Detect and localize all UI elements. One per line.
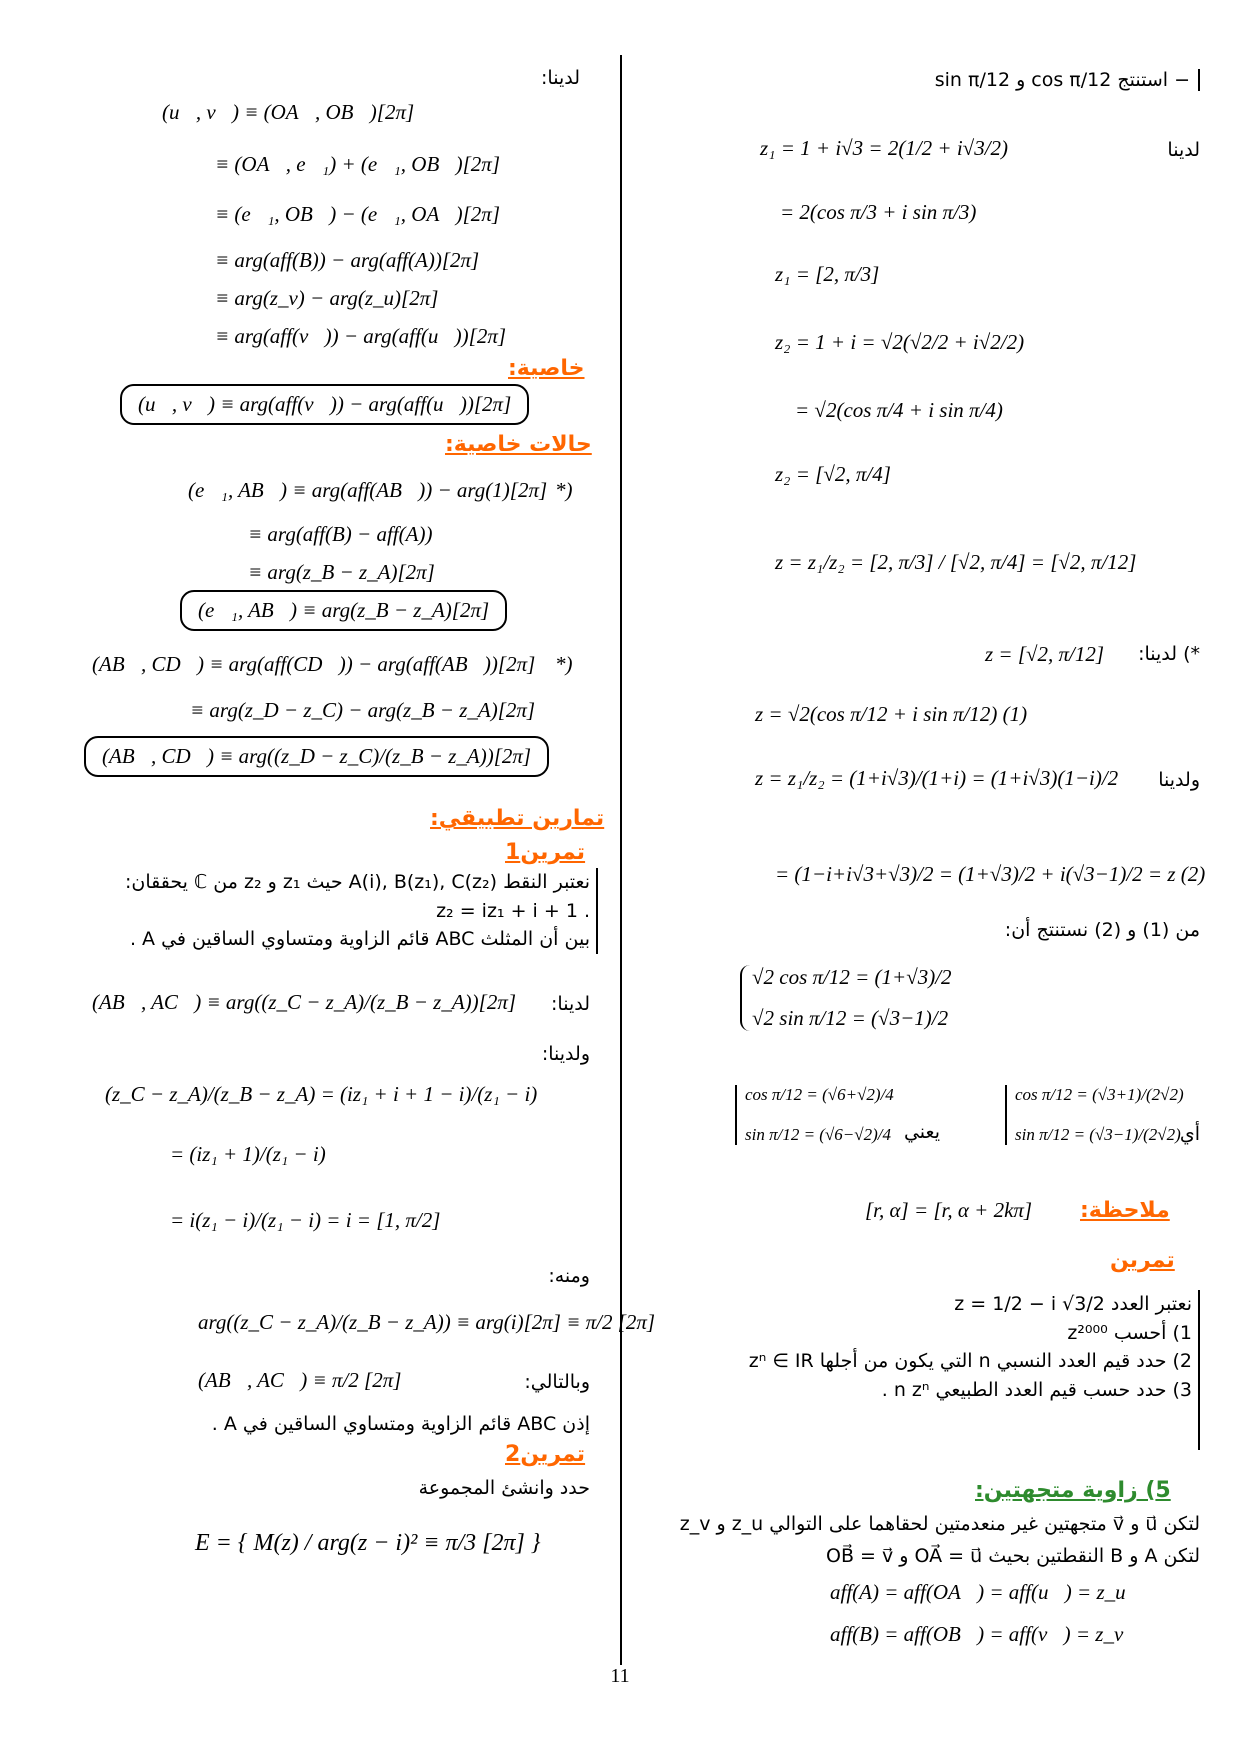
- exercise-1-formula-1: (AB⃗, AC⃗) ≡ arg((z_C − z_A)/(z_B − z_A))[2π]: [92, 990, 517, 1014]
- z-have-label: *) لدينا:: [1138, 643, 1200, 665]
- equation-quotient: z = z₁/z₂ = (1+i√3)/(1+i) = (1+i√3)(1−i)/2: [755, 766, 1119, 790]
- system-3: [735, 1085, 894, 1145]
- ladayna-label: لدينا: [1167, 139, 1200, 161]
- case-2-row-1: (AB⃗, CD⃗) ≡ arg(aff(CD⃗)) − arg(aff(AB⃗))[2π]: [92, 652, 536, 676]
- exercise-q1: 1) أحسب z²⁰⁰⁰: [1067, 1321, 1192, 1344]
- case-1-row-1: (e⃗₁, AB⃗) ≡ arg(aff(AB⃗)) − arg(1)[2π]: [188, 478, 548, 502]
- z2-polar: z₂ = [√2, π/4]: [775, 462, 891, 486]
- angle-row-2: ≡ (OA⃗, e⃗₁) + (e⃗₁, OB⃗)[2π]: [215, 152, 500, 176]
- angle-row-3: ≡ (e⃗₁, OB⃗) − (e⃗₁, OA⃗)[2π]: [215, 202, 500, 226]
- equation-1: z = √2(cos π/12 + i sin π/12) (1): [755, 702, 1028, 726]
- exercise-1-minh: ومنه:: [548, 1265, 590, 1287]
- exercise-1-formula-5: arg((z_C − z_A)/(z_B − z_A)) ≡ arg(i)[2π] ≡ π/2 [2π]: [198, 1310, 656, 1334]
- exercise-1-heading: تمرين1: [505, 840, 586, 865]
- exercise-1-formula-2: (z_C − z_A)/(z_B − z_A) = (iz₁ + i + 1 − i)/(z₁ − i): [105, 1082, 538, 1106]
- exercise-1-formula-6: (AB⃗, AC⃗) ≡ π/2 [2π]: [198, 1368, 402, 1392]
- case-2-star: *): [555, 652, 573, 676]
- exercise-1-walad: ولدينا:: [541, 1043, 590, 1065]
- case-2-box: (AB⃗, CD⃗) ≡ arg((z_D − z_C)/(z_B − z_A))[2π]: [84, 736, 549, 777]
- z2-trig: = √2(cos π/4 + i sin π/4): [795, 398, 1003, 422]
- system-1b: √2 sin π/12 = (√3−1)/2: [752, 1006, 949, 1030]
- note-heading: ملاحظة:: [1080, 1198, 1170, 1223]
- conclude-line: من (1) و (2) نستنتج أن:: [1004, 919, 1200, 941]
- page-number: 11: [610, 1665, 630, 1687]
- exercise-q3: 3) حدد حسب قيم العدد الطبيعي n zⁿ .: [881, 1378, 1192, 1401]
- system-3a: cos π/12 = (√6+√2)/4: [745, 1085, 894, 1104]
- ay-label: أي: [1179, 1123, 1200, 1145]
- angle-row-6: ≡ arg(aff(v⃗)) − arg(aff(u⃗))[2π]: [215, 324, 507, 348]
- left-ladayna: لدينا:: [541, 67, 580, 89]
- property-heading: خاصية:: [508, 356, 585, 381]
- case-1-star: *): [555, 478, 573, 502]
- system-2b: sin π/12 = (√3−1)/(2√2): [1015, 1125, 1181, 1144]
- exercise-q2: 2) حدد قيم العدد النسبي n التي يكون من أجلها zⁿ ∈ IR: [748, 1350, 1192, 1372]
- system-1a: √2 cos π/12 = (1+√3)/2: [752, 965, 952, 989]
- exercise-block: [700, 1290, 1200, 1450]
- property-box: (u⃗, v⃗) ≡ arg(aff(v⃗)) − arg(aff(u⃗))[2π]: [120, 384, 529, 425]
- exercise-1-wabit: وبالتالي:: [524, 1371, 590, 1393]
- section-5-line-2: لتكن A و B النقطتين بحيث OA⃗ = u⃗ و OB⃗ = v⃗: [825, 1545, 1200, 1567]
- system-2: [1005, 1085, 1184, 1145]
- z1-definition: z₁ = 1 + i√3 = 2(1/2 + i√3/2): [760, 136, 1009, 160]
- system-1: [740, 965, 952, 1031]
- case-1-box: (e⃗₁, AB⃗) ≡ arg(z_B − z_A)[2π]: [180, 590, 507, 631]
- angle-row-5: ≡ arg(z_v) − arg(z_u)[2π]: [215, 286, 439, 310]
- exercise-1-formula-3: = (iz₁ + 1)/(z₁ − i): [170, 1142, 326, 1166]
- exercise-1-text-1: نعتبر النقط A(i), B(z₁), C(z₂) حيث z₁ و z₂ من ℂ يحققان:: [125, 871, 590, 893]
- equation-2: = (1−i+i√3+√3)/2 = (1+√3)/2 + i(√3−1)/2 = z (2): [775, 862, 1206, 886]
- exercise-1-have: لدينا:: [551, 993, 590, 1015]
- yani-label: يعني: [903, 1121, 940, 1143]
- column-divider: [620, 55, 622, 1665]
- exercise-heading: تمرين: [1110, 1248, 1175, 1273]
- case-1-row-3: ≡ arg(z_B − z_A)[2π]: [248, 560, 435, 584]
- exercise-1-text-3: بين أن المثلث ABC قائم الزاوية ومتساوي الساقين في A .: [129, 928, 590, 950]
- exercise-1-statement: [82, 868, 598, 954]
- intro-line: − استنتج cos π/12 و sin π/12: [700, 66, 1200, 95]
- system-3b: sin π/12 = (√6−√2)/4: [745, 1125, 891, 1144]
- z-quotient: z = z₁/z₂ = [2, π/3] / [√2, π/4] = [√2, π/12]: [775, 550, 1137, 574]
- walad-label: ولدينا: [1158, 769, 1200, 791]
- angle-row-4: ≡ arg(aff(B)) − arg(aff(A))[2π]: [215, 248, 480, 272]
- special-cases-heading: حالات خاصية:: [445, 432, 592, 457]
- z-have: z = [√2, π/12]: [985, 642, 1105, 666]
- exercise-1-text-2: . z₂ = iz₁ + i + 1: [436, 899, 590, 922]
- section-5-line-3: aff(A) = aff(OA⃗) = aff(u⃗) = z_u: [830, 1580, 1126, 1604]
- z1-trig: = 2(cos π/3 + i sin π/3): [780, 200, 977, 224]
- z2-definition: z₂ = 1 + i = √2(√2/2 + i√2/2): [775, 330, 1025, 354]
- angle-row-1: (u⃗, v⃗) ≡ (OA⃗, OB⃗)[2π]: [162, 100, 415, 124]
- exercise-2-heading: تمرين2: [505, 1442, 586, 1467]
- exercise-1-formula-4: = i(z₁ − i)/(z₁ − i) = i = [1, π/2]: [170, 1208, 441, 1232]
- note-text: [r, α] = [r, α + 2kπ]: [865, 1198, 1033, 1222]
- case-1-row-2: ≡ arg(aff(B) − aff(A)): [248, 522, 433, 546]
- section-5-line-1: لتكن u⃗ و v⃗ متجهتين غير منعدمتين لحقاهما على التوالي z_u و z_v: [679, 1513, 1200, 1535]
- section-5-heading: 5) زاوية متجهتين:: [975, 1478, 1171, 1503]
- exercise-2-text: حدد وانشئ المجموعة: [418, 1477, 590, 1499]
- case-2-row-2: ≡ arg(z_D − z_C) − arg(z_B − z_A)[2π]: [190, 698, 536, 722]
- exercise-1-conclusion: إذن ABC قائم الزاوية ومتساوي الساقين في A .: [211, 1413, 590, 1435]
- system-2a: cos π/12 = (√3+1)/(2√2): [1015, 1085, 1184, 1104]
- applied-exercises-heading: تمارين تطبيقي:: [430, 806, 605, 831]
- z1-polar: z₁ = [2, π/3]: [775, 262, 880, 286]
- exercise-2-set: E = { M(z) / arg(z − i)² ≡ π/3 [2π] }: [195, 1530, 541, 1556]
- exercise-text: نعتبر العدد z = 1/2 − i √3/2: [954, 1293, 1192, 1315]
- section-5-line-4: aff(B) = aff(OB⃗) = aff(v⃗) = z_v: [830, 1622, 1124, 1646]
